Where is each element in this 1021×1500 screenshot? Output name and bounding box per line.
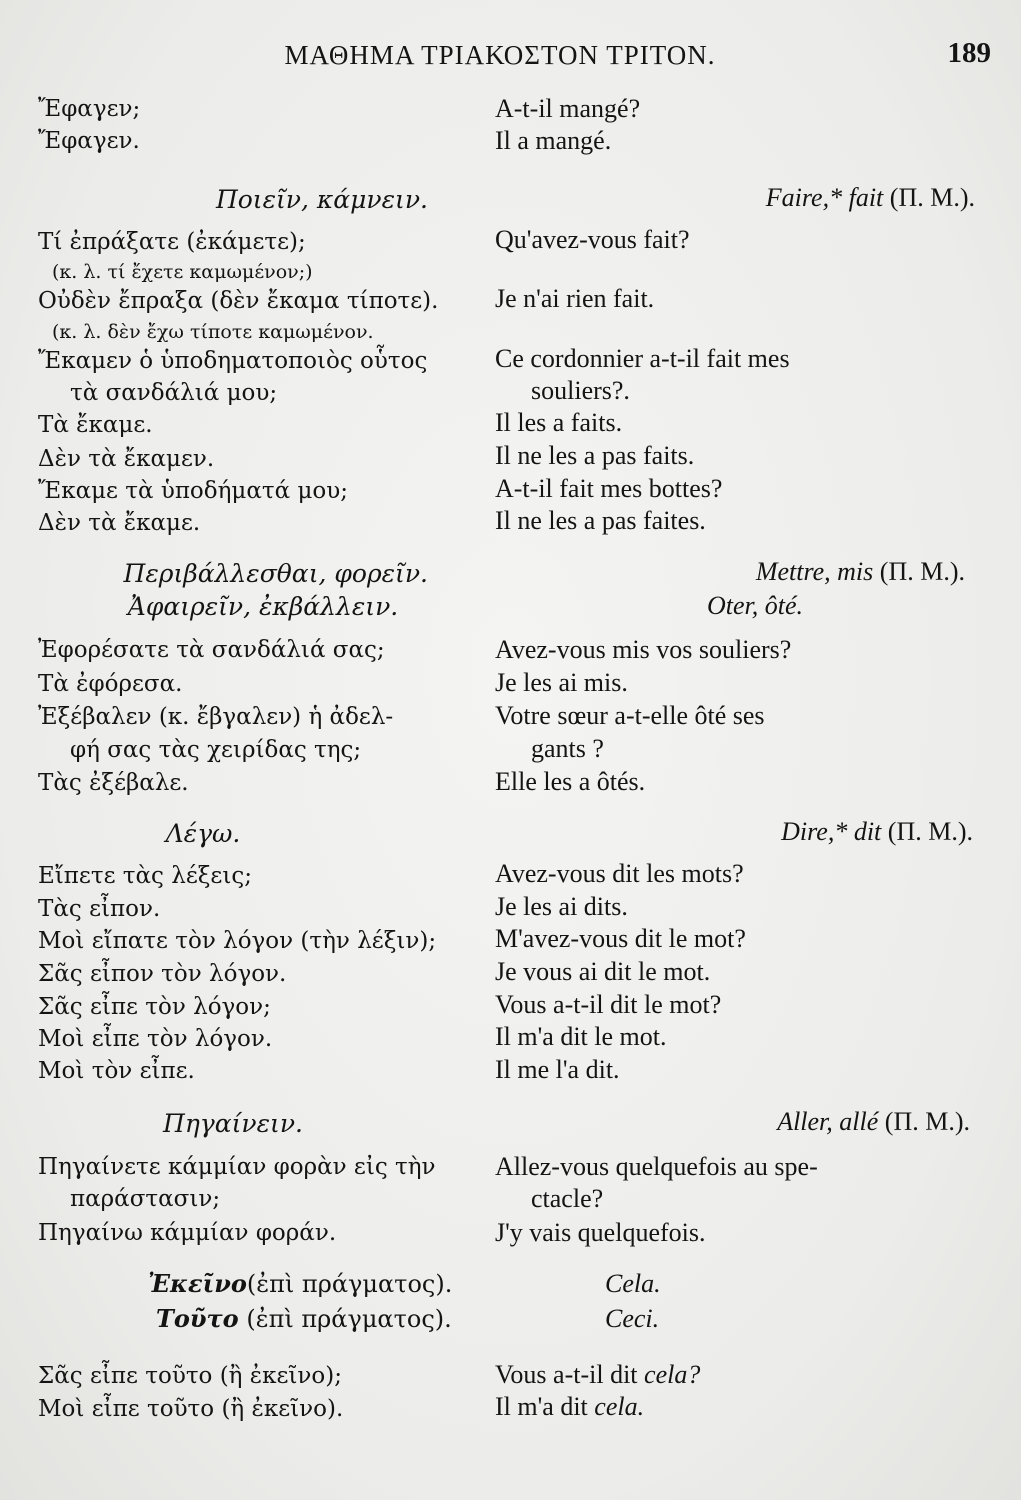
greek-line: τὰ σανδάλιά μου;: [70, 380, 278, 406]
french-line: Je les ai dits.: [495, 892, 628, 921]
greek-line: Ἔκαμεν ὁ ὑποδηματοποιὸς οὗτος: [38, 348, 428, 374]
greek-line: Δὲν τὰ ἔκαμε.: [38, 510, 201, 536]
french-line: A-t-il mangé?: [495, 94, 641, 123]
greek-line: Ἔκαμε τὰ ὑποδήματά μου;: [38, 478, 348, 504]
greek-line: Σᾶς εἶπε τὸν λόγον;: [38, 994, 271, 1020]
french-line: Avez-vous mis vos souliers?: [495, 635, 792, 664]
french-line: Avez-vous dit les mots?: [495, 859, 744, 888]
french-line: [495, 1391, 644, 1423]
greek-line: Σᾶς εἶπον τὸν λόγον.: [38, 961, 287, 987]
french-line: Allez-vous quelquefois au spe-: [495, 1152, 818, 1181]
greek-line: φή σας τὰς χειρίδας της;: [70, 737, 362, 763]
french-verb: Dire,* dit: [781, 817, 882, 846]
french-line: Il me l'a dit.: [495, 1055, 620, 1084]
french-line: Je n'ai rien fait.: [495, 284, 655, 313]
greek-variant-line: (κ. λ. τί ἔχετε καμωμένον;): [52, 261, 313, 283]
french-line: souliers?.: [531, 376, 630, 405]
greek-line: Μοὶ εἴπατε τὸν λόγον (τὴν λέξιν);: [38, 928, 437, 954]
french-pronoun: Ceci.: [605, 1304, 660, 1333]
french-verb-note: (Π. Μ.).: [887, 817, 973, 846]
french-line: M'avez-vous dit le mot?: [495, 924, 746, 953]
greek-line: Σᾶς εἶπε τοῦτο (ἢ ἐκεῖνο);: [38, 1363, 342, 1389]
greek-section-heading: Ποιεῖν, κάμνειν.: [215, 185, 428, 214]
greek-line: Εἴπετε τὰς λέξεις;: [38, 863, 252, 889]
french-line: gants ?: [531, 734, 604, 763]
greek-line: Πηγαίνετε κάμμίαν φορὰν εἰς τὴν: [38, 1154, 436, 1180]
french-line: Je les ai mis.: [495, 668, 628, 697]
greek-pronoun-line: [38, 1268, 488, 1300]
french-verb: Aller, allé: [777, 1107, 879, 1136]
greek-line: Τὰ ἐφόρεσα.: [38, 671, 183, 697]
french-emphasis: cela.: [594, 1392, 645, 1421]
french-line: Il ne les a pas faits.: [495, 441, 695, 470]
french-section-heading: [495, 556, 995, 588]
french-line: [495, 1359, 700, 1391]
french-emphasis: cela?: [644, 1360, 701, 1389]
greek-line: Τὰ ἔκαμε.: [38, 412, 153, 438]
greek-line: Ἔφαγεν.: [38, 128, 140, 154]
french-line: Il m'a dit le mot.: [495, 1022, 667, 1051]
french-line: Votre sœur a-t-elle ôté ses: [495, 701, 765, 730]
french-verb-note: (Π. Μ.).: [889, 183, 975, 212]
greek-section-heading: Περιβάλλεσθαι, φορεῖν.: [123, 559, 428, 588]
greek-line: Δὲν τὰ ἔκαμεν.: [38, 446, 215, 472]
page-header: [0, 37, 1021, 80]
greek-line: Τὰς εἶπον.: [38, 896, 161, 922]
greek-variant-line: (κ. λ. δὲν ἔχω τίποτε καμωμένον.: [52, 321, 374, 343]
greek-pronoun-note: (ἐπὶ πράγματος).: [246, 1270, 453, 1298]
greek-pronoun: Ἐκεῖνο: [148, 1269, 247, 1298]
french-line: Il a mangé.: [495, 126, 612, 155]
french-line: A-t-il fait mes bottes?: [495, 474, 723, 503]
greek-line: Μοὶ εἶπε τὸν λόγον.: [38, 1026, 273, 1052]
greek-line: Μοὶ τὸν εἶπε.: [38, 1058, 195, 1084]
running-title: ΜΑΘΗΜΑ ΤΡΙΑΚΟΣΤΟΝ ΤΡΙΤΟΝ.: [284, 40, 716, 70]
greek-line: Τί ἐπράξατε (ἐκάμετε);: [38, 229, 306, 255]
french-verb-note: (Π. Μ.).: [884, 1107, 970, 1136]
greek-line: Οὐδὲν ἔπραξα (δὲν ἔκαμα τίποτε).: [38, 288, 439, 314]
greek-pronoun: Τοῦτο: [156, 1304, 239, 1333]
french-text: Vous a-t-il dit: [495, 1360, 638, 1389]
french-line: ctacle?: [531, 1184, 604, 1213]
french-section-heading: [495, 1106, 995, 1138]
french-line: Il ne les a pas faites.: [495, 506, 706, 535]
greek-line: Ἐξέβαλεν (κ. ἔβγαλεν) ἡ ἀδελ-: [38, 704, 394, 730]
page-number: 189: [947, 37, 991, 69]
greek-section-heading: Λέγω.: [165, 819, 241, 848]
greek-line: Μοὶ εἶπε τοῦτο (ἢ ἐκεῖνο).: [38, 1396, 344, 1422]
french-verb: Mettre, mis: [755, 557, 874, 586]
french-section-heading: Oter, ôté.: [706, 591, 804, 620]
french-line: Qu'avez-vous fait?: [495, 225, 690, 254]
french-verb: Faire,* fait: [765, 183, 884, 212]
greek-line: Ἐφορέσατε τὰ σανδάλιά σας;: [38, 637, 385, 663]
french-section-heading: [495, 816, 995, 848]
greek-pronoun-note: (ἐπὶ πράγματος).: [246, 1305, 452, 1333]
greek-pronoun-line: [38, 1303, 488, 1335]
french-line: Vous a-t-il dit le mot?: [495, 990, 722, 1019]
greek-line: παράστασιν;: [70, 1186, 221, 1212]
greek-line: Ἔφαγεν;: [38, 96, 141, 122]
greek-section-heading: Πηγαίνειν.: [163, 1109, 303, 1138]
french-line: Elle les a ôtés.: [495, 767, 646, 796]
greek-section-heading: Ἀφαιρεῖν, ἐκβάλλειν.: [127, 592, 399, 621]
french-pronoun: Cela.: [605, 1269, 661, 1298]
french-verb-note: (Π. Μ.).: [879, 557, 965, 586]
french-line: J'y vais quelquefois.: [495, 1218, 706, 1247]
greek-line: Τὰς ἐξέβαλε.: [38, 770, 189, 796]
french-line: Il les a faits.: [495, 408, 623, 437]
french-section-heading: [495, 182, 995, 214]
greek-line: Πηγαίνω κάμμίαν φοράν.: [38, 1220, 337, 1246]
french-text: Il m'a dit: [495, 1392, 588, 1421]
french-line: Ce cordonnier a-t-il fait mes: [495, 344, 790, 373]
french-line: Je vous ai dit le mot.: [495, 957, 711, 986]
